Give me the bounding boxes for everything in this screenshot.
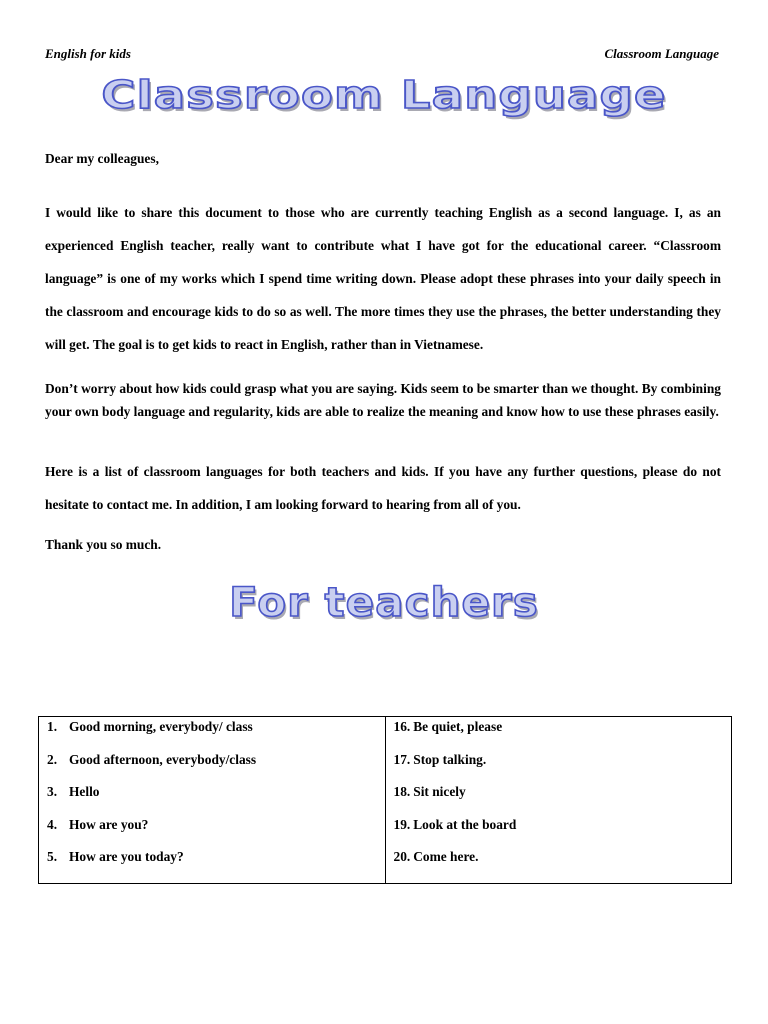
greeting: Dear my colleagues, — [45, 151, 159, 166]
item-number: 16. — [393, 719, 411, 734]
item-text: Good afternoon, everybody/class — [69, 751, 257, 767]
list-item — [386, 717, 732, 752]
item-text: Stop talking. — [413, 751, 487, 767]
table-row — [39, 717, 732, 884]
list-item — [386, 817, 732, 850]
phrases-left-column — [39, 717, 386, 884]
item-number: 18. — [393, 784, 411, 799]
section-title: For teachers — [229, 580, 539, 626]
item-number: 5. — [47, 849, 58, 864]
phrases-right-column — [385, 717, 732, 884]
list-item — [39, 817, 385, 850]
item-number: 1. — [47, 719, 58, 734]
item-text: Good morning, everybody/ class — [69, 719, 253, 734]
item-number: 3. — [47, 784, 58, 799]
closing: Thank you so much. — [45, 537, 162, 552]
item-text: Sit nicely — [413, 784, 466, 799]
item-number: 19. — [393, 816, 411, 832]
phrases-table — [38, 716, 732, 884]
item-number: 4. — [47, 816, 58, 832]
list-item — [39, 752, 385, 785]
item-number: 2. — [47, 751, 58, 767]
item-number: 20. — [393, 849, 411, 864]
paragraph-contact: Here is a list of classroom languages for both teachers and kids. If you have any further questions, please do not hesitate to contact me. In addition, I am looking forward to hearing from all of you. — [45, 464, 721, 512]
list-item — [39, 849, 385, 882]
list-item — [39, 717, 385, 752]
list-item — [39, 784, 385, 817]
item-number: 17. — [393, 751, 411, 767]
document-title: Classroom Language — [101, 73, 667, 117]
item-text: How are you? — [69, 816, 149, 832]
paragraph-intro: I would like to share this document to those who are currently teaching English as a second language. I, as an experienced English teacher, really want to contribute what I have got for the educational career. “Classroom language” is one of my works which I spend time writing down. Please adopt these phrases into your daily speech in the classroom and encourage kids to do so as well. The more times they use the phrases, the better understanding they will get. The goal is to get kids to react in English, rather than in Vietnamese. — [45, 205, 721, 352]
item-text: How are you today? — [69, 849, 184, 864]
header-left-text: English for kids — [45, 46, 131, 61]
item-text: Be quiet, please — [413, 719, 503, 734]
list-item — [386, 849, 732, 882]
item-text: Hello — [69, 784, 100, 799]
header-right-text: Classroom Language — [604, 46, 719, 61]
item-text: Look at the board — [413, 816, 517, 832]
list-item — [386, 752, 732, 785]
paragraph-reassurance: Don’t worry about how kids could grasp what you are saying. Kids seem to be smarter than we thought. By combining your own body language and regularity, kids are able to realize the meaning and know how to use these phrases easily. — [45, 381, 721, 419]
item-text: Come here. — [413, 849, 479, 864]
list-item — [386, 784, 732, 817]
